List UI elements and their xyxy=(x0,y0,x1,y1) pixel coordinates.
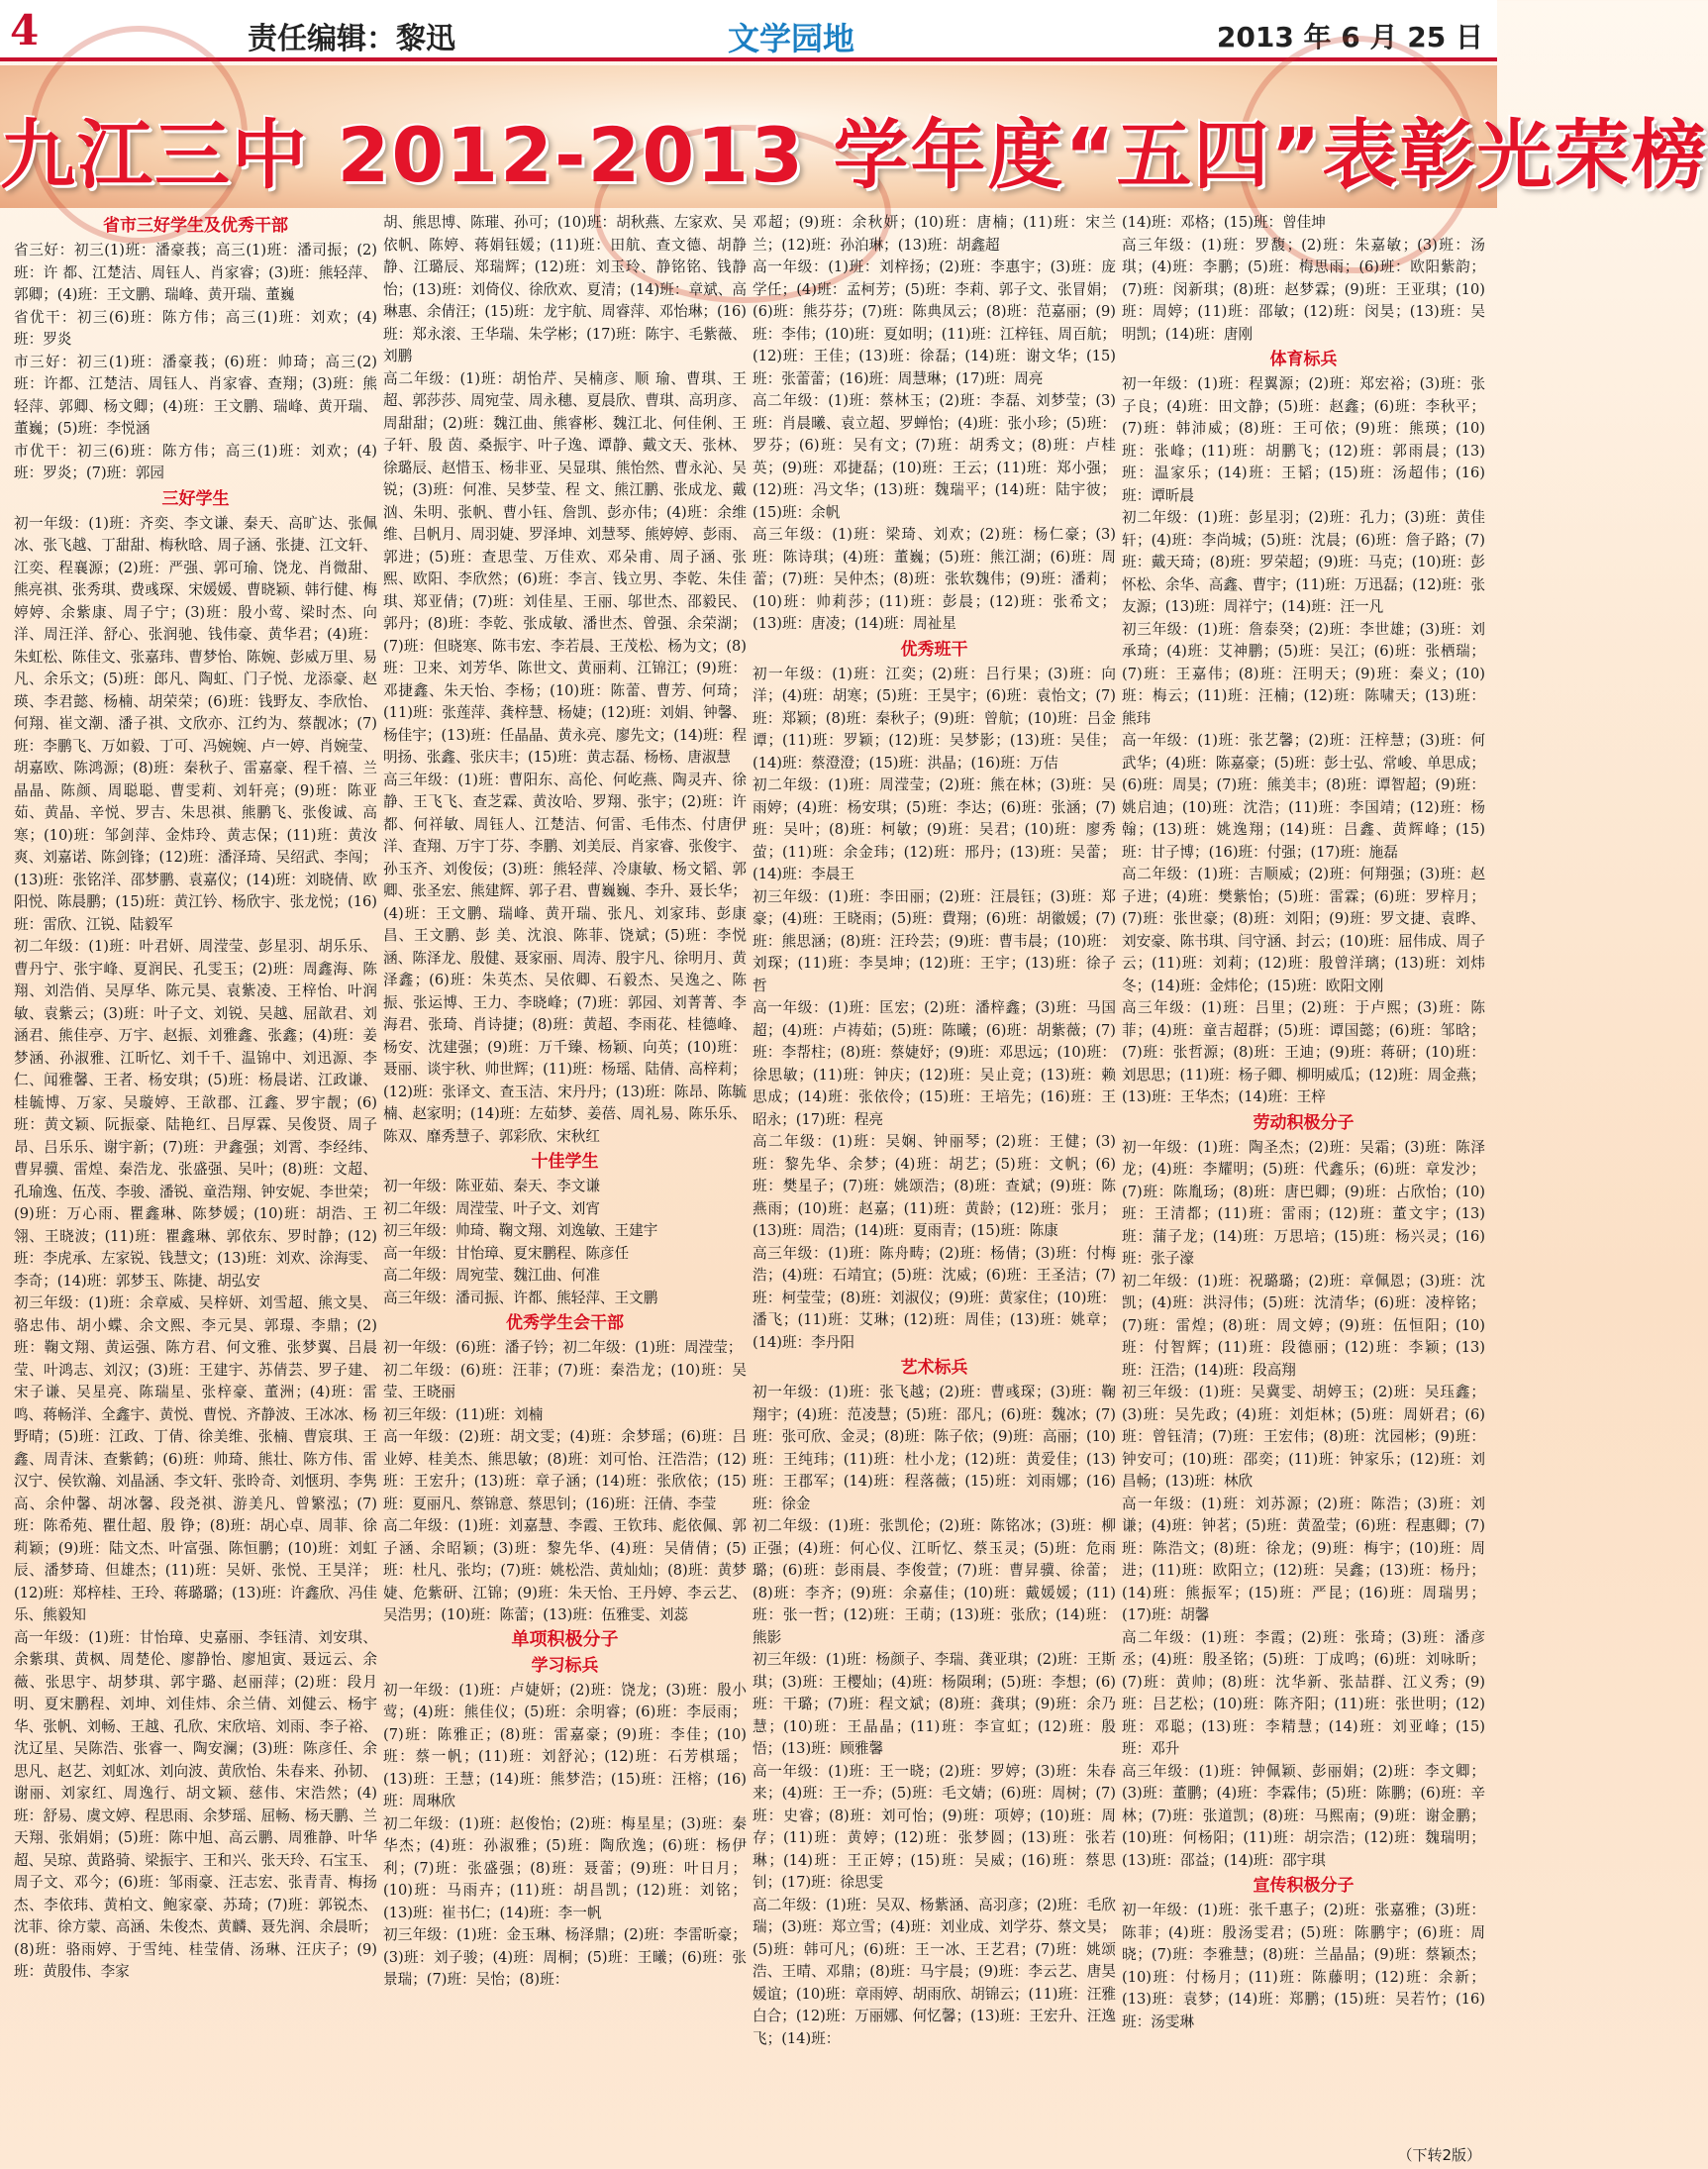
honor-paragraph: 初三年级：(1)班：杨颜子、李瑞、龚亚琪；(2)班：王斯琪；(3)班：王樱灿；(4)班：杨陨琍；(5)班：李想；(6)班：干璐；(7)班：程文斌；(8)班：龚琪；(9)班：余乃慧；(10)班：王晶晶；(11)班：李宣虹；(12)班：殷悟；(13)班：顾雅馨 xyxy=(753,1651,1116,1757)
honor-paragraph: 初三年级：(1)班：吴冀雯、胡婷玉；(2)班：吴珏鑫；(3)班：吴先政；(4)班：刘炬林；(5)班：周妍君；(6)班：曾钰清；(7)班：王宏伟；(8)班：沈园彬；(9)班：钟安可；(10)班：邵奕；(11)班：钟家乐；(12)班：刘昌畅；(13)班：林欣 xyxy=(1122,1384,1485,1490)
honor-paragraph: 高二年级：(1)班：李霞；(2)班：张琦；(3)班：潘彦丞；(4)班：殷圣铭；(5)班：丁成鸣；(6)班：刘咏昕；(7)班：黄帅；(8)班：沈华新、张喆群、江义秀；(9)班：吕艺松；(10)班：陈齐阳；(11)班：张世明；(12)班：邓聪；(13)班：李精慧；(14)班：刘亚峰；(15)班：邓升 xyxy=(1122,1628,1485,1757)
honor-paragraph: 高一年级：(2)班：胡文雯；(4)班：余梦瑶；(6)班：吕业婷、桂美杰、熊思敏；(8)班：刘可怡、汪浩浩；(12)班：王宏升；(13)班：章子涵；(14)班：张欣依；(15)班：夏丽凡、蔡锦意、蔡思钊；(16)班：汪倩、李莹 xyxy=(383,1428,747,1512)
title-banner xyxy=(0,65,1708,208)
honor-paragraph: 高三年级：(1)班：梁琦、刘欢；(2)班：杨仁豪；(3)班：陈诗琪；(4)班：董巍；(5)班：熊江湖；(6)班：周蕾；(7)班：吴仲杰；(8)班：张软魏伟；(9)班：潘莉；(10)班：帅莉莎；(11)班：彭晨；(12)班：张希文；(13)班：唐凌；(14)班：周祉星 xyxy=(753,526,1116,632)
honor-paragraph: (14)班：邓格；(15)班：曾佳坤 xyxy=(1122,214,1326,231)
honor-paragraph: 初一年级：(1)班：张千惠子；(2)班：张嘉雅；(3)班：陈菲；(4)班：殷汤雯君；(5)班：陈鹏宇；(6)班：周晓；(7)班：李雅慧；(8)班：兰晶晶；(9)班：蔡颖杰；(10)班：付杨月；(11)班：陈藤明；(12)班：余新；(13)班：袁梦；(14)班：郑鹏；(15)班：吴若竹；(16)班：汤雯琳 xyxy=(1122,1902,1485,2030)
category-heading: 宣传积极分子 xyxy=(1253,1876,1355,1896)
section-title: 文学园地 xyxy=(728,20,855,57)
honor-paragraph: 初二年级：(6)班：汪菲；(7)班：秦浩龙；(10)班：吴莹、王晓丽 xyxy=(383,1361,747,1400)
honor-paragraph: 初二年级：(1)班：彭星羽；(2)班：孔力；(3)班：黄佳轩；(4)班：李尚城；(5)班：沈晨；(6)班：詹子路；(7)班：戴天琦；(8)班：罗荣超；(9)班：马克；(10)班：彭怀松、余华、高鑫、曹宇；(11)班：万迅磊；(12)班：张友源；(13)班：周祥宁；(14)班：汪一凡 xyxy=(1122,509,1485,615)
honor-paragraph: 市优干：初三(6)班：陈方伟；高三(1)班：刘欢；(4)班：罗炎；(7)班：郭园 xyxy=(14,442,377,481)
category-heading: 十佳学生 xyxy=(531,1152,599,1172)
honor-paragraph: 初二年级：(1)班：张凯伦；(2)班：陈铭冰；(3)班：柳正强；(4)班：何心仪、江昕忆、蔡玉灵；(5)班：危雨璐；(6)班：彭雨晨、李俊萱；(7)班：曹昇骥、徐蕾；(8)班：李齐；(9)班：余嘉佳；(10)班：戴媛媛；(11)班：张一哲；(12)班：王萌；(13)班：张欣；(14)班：熊影 xyxy=(753,1517,1116,1646)
category-heading: 艺术标兵 xyxy=(900,1358,968,1378)
column-3 xyxy=(753,212,1116,2153)
page-number: 4 xyxy=(10,6,40,54)
category-heading: 优秀班干 xyxy=(900,639,968,660)
editor-credit: 责任编辑：黎迅 xyxy=(248,22,455,56)
honor-paragraph: 高一年级：(1)班：甘怡璋、史嘉丽、李钰清、刘安琪、余紫琪、黄枫、周楚伦、廖静怡、廖旭寅、聂远云、余薇、张思宇、胡梦琪、郭宇璐、赵丽萍；(2)班：段月明、夏宋鹏程、刘坤、刘佳炜、余兰倩、刘健云、杨宇华、张帆、刘畅、王越、孔欣、宋欣培、刘雨、李子裕、沈辽星、吴陈浩、张睿一、陶安澜；(3)班：陈彦任、余思凡、赵艺、刘虹冰、刘向波、黄欣怡、朱春来、孙韧、谢丽、刘家红、周逸行、胡文颖、慈伟、宋浩然；(4)班：舒易、虞文婷、程思雨、余梦瑶、屈畅、杨天鹏、兰天翔、张娟娟；(5)班：陈中旭、高云鹏、周雅静、叶华超、吴琼、黄路骑、梁振宇、王和兴、张天玲、石宝玉、周子文、邓今；(6)班：邹雨豪、汪志宏、张青青、梅扬杰、李依玮、黄柏文、鲍家豪、苏琦；(7)班：郭锐杰、沈菲、徐方蒙、高涵、朱俊杰、黄麟、聂先润、余晨昕；(8)班：骆雨婷、于雪纯、桂莹倩、汤琳、汪庆子；(9)班：黄殷伟、李家 xyxy=(14,1628,377,1980)
honor-paragraph: 初一年级：陈亚茹、秦天、李文谦 xyxy=(383,1178,600,1194)
honor-paragraph: 初一年级：(1)班：陶圣杰；(2)班：吴霜；(3)班：陈泽龙；(4)班：李耀明；(5)班：代鑫乐；(6)班：章发沙；(7)班：陈胤玚；(8)班：唐巴卿；(9)班：占欣怡；(10)班：王清都；(11)班：雷雨；(12)班：董文宇；(13)班：蒲子龙；(14)班：万思培；(15)班：杨兴灵；(16)班：张子濠 xyxy=(1122,1138,1485,1267)
honor-paragraph: 初三年级：(1)班：詹泰癸；(2)班：李世雄；(3)班：刘承琦；(4)班：艾神鹏；(5)班：吴江；(6)班：张栖瑞；(7)班：王嘉伟；(8)班：汪明天；(9)班：秦义；(10)班：梅云；(11)班：汪楠；(12)班：陈啸天；(13)班：熊玮 xyxy=(1122,620,1485,727)
page-header xyxy=(0,0,1497,61)
honor-paragraph: 高三年级：潘司振、许都、熊轻萍、王文鹏 xyxy=(383,1289,658,1306)
honor-paragraph: 高一年级：甘怡璋、夏宋鹏程、陈彦任 xyxy=(383,1244,630,1262)
banner-title: 九江三中 2012-2013 学年度“五四”表彰光荣榜 xyxy=(0,111,1708,199)
honor-paragraph: 初一年级：(1)班：江奕；(2)班：吕行果；(3)班：向洋；(4)班：胡寒；(5)班：王昊宇；(6)班：袁怡文；(7)班：郑颖；(8)班：秦秋子；(9)班：曾航；(10)班：吕金谭；(11)班：罗颖；(12)班：吴梦影；(13)班：吴佳；(14)班：蔡澄澄；(15)班：洪晶；(16)班：万佶 xyxy=(753,665,1116,772)
honor-paragraph: 高三年级：(1)班：罗馥；(2)班：朱嘉敏；(3)班：汤琪；(4)班：李鹏；(5)班：梅思雨；(6)班：欧阳紫韵；(7)班：闵新琪；(8)班：赵梦霖；(9)班：王亚琪；(10)班：周婷；(11)班：邵敏；(12)班：闵昊；(13)班：吴明凯；(14)班：唐刚 xyxy=(1122,236,1485,343)
honor-paragraph: 初二年级：周滢莹、叶子文、刘宵 xyxy=(383,1199,600,1217)
category-heading: 学习标兵 xyxy=(531,1655,599,1676)
honor-paragraph: 初一年级：(1)班：卢婕妍；(2)班：饶龙；(3)班：殷小莺；(4)班：熊佳仪；(5)班：余明睿；(6)班：李辰雨；(7)班：陈雅正；(8)班：雷嘉豪；(9)班：李佳；(10)班：蔡一帆；(11)班：刘舒沁；(12)班：石芳棋瑶；(13)班：王慧；(14)班：熊梦浩；(15)班：汪榕；(16)班：周琳欣 xyxy=(383,1681,747,1809)
honor-paragraph: 高二年级：(1)班：吴双、杨紫涵、高羽彦；(2)班：毛欣瑞；(3)班：郑立雪；(4)班：刘业成、刘学芬、蔡文昊；(5)班：韩可凡；(6)班：王一冰、王艺君；(7)班：姚颂浩、王晴、邓鼎；(8)班：马宇晨；(9)班：李云艺、唐昊媛谊；(10)班：章雨婷、胡雨欣、胡锦云；(11)班：汪雅白合；(12)班：万丽娜、何忆馨；(13)班：王宏升、汪逸飞；(14)班： xyxy=(753,1896,1116,2047)
honor-paragraph: 初一年级：(1)班：齐奕、李文谦、秦天、高旷达、张佩冰、张飞越、丁甜甜、梅秋晗、周子涵、张捷、江文轩、江奕、程襄源；(2)班：严强、郭可瑜、饶龙、肖微甜、熊亮祺、张秀琪、费彧琛、宋媛媛、曹晓颖、韩行健、梅婷婷、余紫康、周子宁；(3)班：殷小莺、梁时杰、向洋、周汪洋、舒心、张润驰、钱伟豪、黄华君；(4)班：朱虹松、陈佳文、张嘉玮、曹梦怡、陈婉、彭威万里、易凡、余乐文；(5)班：郎凡、陶虹、门子悦、龙添豪、赵瑛、李君懿、杨楠、胡荣荣；(6)班：钱野友、李欣怡、何翔、崔文潮、潘子祺、文欣亦、江约为、蔡靓冰；(7)班：李鹏飞、万如毅、丁可、冯婉婉、卢一婷、肖婉莹、胡嘉欧、陈鸿源；(8)班：秦秋子、雷嘉豪、程千禧、兰晶晶、陈颜、周聪聪、曹雯莉、刘轩亮；(9)班：陈亚茹、黄晶、辛悦、罗吉、朱思祺、熊鹏飞、张俊诚、高寒；(10)班：邹剑萍、金炜玲、黄志保；(11)班：黄汝爽、刘嘉诺、陈剑锋；(12)班：潘泽琦、吴绍武、李闯；(13)班：张铭洋、邵梦鹏、袁嘉仪；(14)班：刘晓倩、欧阳悦、陈晨鹏；(15)班：黄江钤、杨欣宇、张龙悦；(16)班：雷欣、江锐、陆毅军 xyxy=(14,514,377,933)
honor-paragraph: 省三好：初三(1)班：潘豪莪；高三(1)班：潘司振；(2)班：许 都、江楚洁、周钰人、肖家睿；(3)班：熊轻萍、郭卿；(4)班：王文鹏、瑞峰、黄开瑞、董巍 xyxy=(14,242,377,303)
honor-paragraph: 邓超；(9)班：余秋妍；(10)班：唐楠；(11)班：宋兰兰；(12)班：孙泊琳；(13)班：胡鑫超 xyxy=(753,214,1116,254)
category-heading: 省市三好学生及优秀干部 xyxy=(103,216,288,236)
honor-paragraph: 高三年级：(1)班：钟佩颖、彭丽娟；(2)班：李文卿；(3)班：董鹏；(4)班：李霖伟；(5)班：陈鹏；(6)班：辛林；(7)班：张道凯；(8)班：马熙南；(9)班：谢金鹏；(10)班：何杨阳；(11)班：胡宗浩；(12)班：魏瑞明；(13)班：邵益；(14)班：邵宇琪 xyxy=(1122,1762,1485,1869)
honor-paragraph: 初三年级：(1)班：李田丽；(2)班：汪晨钰；(3)班：郑豪；(4)班：王晓雨；(5)班：費翔；(6)班：胡徽媛；(7)班：熊思涵；(8)班：汪玲芸；(9)班：曹韦晨；(10)班：刘琛；(11)班：李昊坤；(12)班：王宇；(13)班：徐子哲 xyxy=(753,887,1116,994)
honor-paragraph: 省优干：初三(6)班：陈方伟；高三(1)班：刘欢；(4)班：罗炎 xyxy=(14,308,377,348)
column-2 xyxy=(383,212,747,2153)
honor-paragraph: 高一年级：(1)班：刘梓扬；(2)班：李惠宇；(3)班：庞学任；(4)班：孟柯芳；(5)班：李莉、郭子文、张冒娟；(6)班：熊芬芬；(7)班：陈典凤云；(8)班：范嘉丽；(9)班：李伟；(10)班：夏如明；(11)班：江梓钰、周百航；(12)班：王佳；(13)班：徐磊；(14)班：谢文华；(15)班：张蕾蕾；(16)班：周慧琳；(17)班：周亮 xyxy=(753,258,1116,387)
honor-paragraph: 高一年级：(1)班：刘苏源；(2)班：陈浩；(3)班：刘谦；(4)班：钟茗；(5)班：黄盈莹；(6)班：程惠卿；(7)班：陈浩文；(8)班：徐龙；(9)班：梅宇；(10)班：周进；(11)班：欧阳立；(12)班：吴鑫；(13)班：杨丹；(14)班：熊振军；(15)班：严昆；(16)班：周瑞男；(17)班：胡馨 xyxy=(1122,1495,1485,1623)
honor-paragraph: 高三年级：(1)班：吕里；(2)班：于卢熙；(3)班：陈菲；(4)班：童吉超群；(5)班：谭国懿；(6)班：邹晗；(7)班：张哲源；(8)班：王迪；(9)班：蒋研；(10)班：刘思思；(11)班：杨子卿、柳明威瓜；(12)班：周金燕；(13)班：王华杰；(14)班：王梓 xyxy=(1122,999,1485,1105)
category-heading: 单项积极分子 xyxy=(511,1628,619,1650)
honor-paragraph: 初三年级：(1)班：余章威、吴梓妍、刘雪超、熊文昊、骆忠伟、胡小蝶、余文熙、李元昊、郭璟、李鼎；(2)班：鞠文翔、黄运强、陈方君、何文雅、张梦翼、吕晨莹、叶鸿志、刘汉；(3)班：王建宇、苏倩芸、罗子建、宋子谦、吴星亮、陈瑞星、张梓豪、董洲；(4)班：雷鸣、蒋畅洋、全鑫宇、黄悦、曹悦、齐静波、王冰冰、杨野晴；(5)班：江政、丁倩、徐美维、张楠、曹宸琪、王鑫、周青沫、查紫鹤；(6)班：帅琦、熊壮、陈方伟、雷汉宁、侯钦瀚、刘晶涵、李文轩、张昤奇、刘惬玥、李隽高、余仲馨、胡冰馨、段尧祺、游美凡、曾繁泓；(7)班：陈希苑、瞿仕超、殷 铮；(8)班：胡心卓、周菲、徐莉颖；(9)班：陆文杰、叶富强、陈恒鹏；(10)班：刘虹辰、潘梦琦、但雄杰；(11)班：吴妍、张悦、王昊洋；(12)班：郑梓桂、王玲、蒋璐璐；(13)班：许鑫欣、冯佳乐、熊毅知 xyxy=(14,1294,377,1623)
category-heading: 优秀学生会干部 xyxy=(506,1313,624,1333)
honor-paragraph: 高二年级：(1)班：刘嘉慧、李霞、王钦玮、彪依佩、郭子涵、余昭颖；(3)班：黎先华、(4)班：吴倩倩；(5)班：杜凡、张均；(7)班：姚松浩、黄灿灿；(8)班：黄梦婕、危紫研、江锦；(9)班：朱天怡、王丹婷、李云艺、吴浩男；(10)班：陈蕾；(13)班：伍雅雯、刘蕊 xyxy=(383,1517,747,1623)
honor-paragraph: 市三好：初三(1)班：潘豪莪；(6)班：帅琦；高三(2)班：许都、江楚洁、周钰人、肖家睿、查翔；(3)班：熊轻萍、郭卿、杨文卿；(4)班：王文鹏、瑞峰、黄开瑞、董巍；(5)班：李悦涵 xyxy=(14,353,377,437)
honor-paragraph: 高一年级：(1)班：王一晓；(2)班：罗婷；(3)班：朱春来；(4)班：王一乔；(5)班：毛文婧；(6)班：周树；(7)班：史睿；(8)班：刘可怡；(9)班：项婷；(10)班：周存；(11)班：黄婷；(12)班：张梦圆；(13)班：张若琳；(14)班：王正婷；(15)班：吴威；(16)班：蔡思钊；(17)班：徐思雯 xyxy=(753,1762,1116,1891)
honor-paragraph: 初二年级：(1)班：周滢莹；(2)班：熊在林；(3)班：吴雨婷；(4)班：杨安琪；(5)班：李达；(6)班：张涵；(7)班：吴叶；(8)班：柯敏；(9)班：吴君；(10)班：廖秀萤；(11)班：余金玮；(12)班：邢丹；(13)班：吴蕾；(14)班：李晨王 xyxy=(753,776,1116,882)
honor-paragraph: 高二年级：(1)班：胡怡芹、吴楠彦、顺 瑜、曹琪、王超、郭莎莎、周宛莹、周永穗、夏晨欣、曹琪、高玥彦、周甜甜；(2)班：魏江曲、熊睿彬、魏江北、何佳俐、王子轩、殷 茵、桑振宇、叶子逸、谭静、戴文天、张林、徐璐辰、赵惜玉、杨非亚、吴显琪、熊怡然、曹永沁、吴锐；(3)班：何准、吴梦莹、程 文、熊江鹏、张成龙、戴汹、朱明、张帆、曹小钰、詹凯、彭亦伟；(4)班：余维维、吕帆月、周羽婕、罗泽坤、刘慧琴、熊婷婷、彭雨、郭进；(5)班：查思莹、万佳欢、邓朵甫、周子涵、张熙、欧阳、李欣然；(6)班：李言、钱立男、李乾、朱佳琪、郑亚倩；(7)班：刘佳星、王丽、邬世杰、邵毅民、郭丹；(8)班：李乾、张成敏、潘世杰、曾强、余荣湖；(7)班：但晓寒、陈韦宏、李若晨、王茂松、杨为文；(8)班：卫来、刘芳华、陈世文、黄丽莉、江锦江；(9)班：邓捷鑫、朱天怡、李杨；(10)班：陈蕾、曹芳、何琦；(11)班：张莲萍、龚梓慧、杨婕；(12)班：刘娟、钟馨、杨佳宇；(13)班：任晶晶、黄永亮、廖先文；(14)班：程明扬、张鑫、张庆丰；(15)班：黄志磊、杨杨、唐淑慧 xyxy=(383,369,747,766)
honor-paragraph: 高一年级：(1)班：张艺馨；(2)班：汪梓慧；(3)班：何武华；(4)班：陈嘉豪；(5)班：彭士弘、常峻、单思成；(6)班：周昊；(7)班：熊美丰；(8)班：谭智超；(9)班：姚启迪；(10)班：沈浩；(11)班：李国靖；(12)班：杨翰；(13)班：姚逸翔；(14)班：吕鑫、黄辉峰；(15)班：甘子博；(16)班：付强；(17)班：施磊 xyxy=(1122,732,1485,861)
honor-paragraph: 初三年级：帅琦、鞠文翔、刘逸敏、王建宇 xyxy=(383,1222,658,1239)
honor-paragraph: 高三年级：(1)班：陈舟畴；(2)班：杨倩；(3)班：付梅浩；(4)班：石靖宜；(5)班：沈威；(6)班：王圣洁；(7)班：柯莹莹；(8)班：刘淑仪；(9)班：黄家住；(10)班：潘飞；(11)班：艾琳；(12)班：周佳；(13)班：姚章；(14)班：李丹阳 xyxy=(753,1244,1116,1351)
honor-paragraph: 高二年级：(1)班：蔡林玉；(2)班：李磊、刘梦莹；(3)班：肖晨曦、袁立超、罗蝉怡；(4)班：张小珍；(5)班：罗芬；(6)班：吴有文；(7)班：胡秀文；(8)班：卢桂英；(9)班：邓捷磊；(10)班：王云；(11)班：郑小强；(12)班：冯文华；(13)班：魏瑞平；(14)班：陆宇彼；(15)班：余帆 xyxy=(753,392,1116,521)
honor-paragraph: 高三年级：(1)班：曹阳东、高伦、何屹燕、陶灵卉、徐静、王飞飞、查芝霖、黄汝哈、罗翔、张宇；(2)班：许都、何祥敏、周钰人、江楚洁、何雷、毛伟杰、付唐伊洋、査翔、万宇丁芬、李鹏、刘美辰、肖家睿、张俊宇、孙玉齐、刘俊佞；(3)班：熊轻萍、冷康敏、杨文韬、郭卿、张圣宏、熊建辉、郭子君、曹巍巍、李升、聂长华；(4)班：王文鹏、瑞峰、黄开瑞、张凡、刘家玮、彭康昌、王文鹏、彭 美、沈浪、陈菲、饶斌；(5)班：李悦涵、陈泽龙、殷健、聂家丽、周涛、殷宇凡、徐明月、黄泽鑫；(6)班：朱英杰、吴依卿、石毅杰、吴逸之、陈振、张运博、王力、李晓峰；(7)班：郭园、刘菁菁、李海君、张琦、肖诗捷；(8)班：黄超、李雨花、桂德峰、杨安、沈建强；(9)班：万千臻、杨颖、向英；(10)班：聂丽、谈宇秋、帅世辉；(11)班：杨瑶、陆倩、高梓莉；(12)班：张译文、查玉洁、宋丹丹；(13)班：陈昂、陈毓楠、赵家明；(14)班：左茹梦、姜蓓、周礼易、陈乐乐、陈双、靡秀慧子、郭彩欣、宋秋红 xyxy=(383,771,747,1145)
honor-paragraph: 初二年级：(1)班：祝璐璐；(2)班：章佩恩；(3)班：沈凯；(4)班：洪浔伟；(5)班：沈清华；(6)班：凌梓铭；(7)班：雷煌；(8)班：周文婷；(9)班：伍恒阳；(10)班：付智辉；(11)班：段德丽；(12)班：李颖；(13)班：汪浩；(14)班：段高翔 xyxy=(1122,1272,1485,1379)
honor-paragraph: 高二年级：周宛莹、魏江曲、何准 xyxy=(383,1267,600,1284)
honor-paragraph: 高一年级：(1)班：匡宏；(2)班：潘梓鑫；(3)班：马国超；(4)班：卢祷茹；(5)班：陈曦；(6)班：胡紫薇；(7)班：李帮柱；(8)班：蔡婕妤；(9)班：邓思远；(10)班：徐思敏；(11)班：钟庆；(12)班：吴止竞；(13)班：赖思成；(14)班：张依伶；(15)班：王培先；(16)班：王昭永；(17)班：程亮 xyxy=(753,999,1116,1128)
column-4 xyxy=(1122,212,1485,2153)
honor-paragraph: 初三年级：(11)班：刘楠 xyxy=(383,1405,544,1423)
honor-paragraph: 胡、熊思博、陈璀、孙可；(10)班：胡秋燕、左家欢、吴依帆、陈婷、蒋娟钰媛；(11)班：田航、查文德、胡静静、江璐辰、郑瑞辉；(12)班：刘玉玲、静铭铭、钱静怡；(13)班：刘倚仪、徐欣欢、夏清；(14)班：章斌、高琳惠、余倩汪；(15)班：龙宇航、周睿萍、邓怡琳；(16)班：郑永滚、王华瑞、朱学彬；(17)班：陈宇、毛紫薇、刘鹏 xyxy=(383,214,747,364)
issue-date: 2013 年 6 月 25 日 xyxy=(1216,21,1483,53)
honor-paragraph: 高二年级：(1)班：吴娴、钟丽琴；(2)班：王健；(3)班：黎先华、余梦；(4)班：胡艺；(5)班：文帆；(6)班：樊星子；(7)班：姚颂浩；(8)班：查斌；(9)班：陈燕雨；(10)班：赵嘉；(11)班：黄龄；(12)班：张月；(13)班：周浩；(14)班：夏雨青；(15)班：陈康 xyxy=(753,1133,1116,1239)
honor-paragraph: 初二年级：(1)班：赵俊怡；(2)班：梅星星；(3)班：秦华杰；(4)班：孙淑雅；(5)班：陶欣逸；(6)班：杨伊利；(7)班：张盛强；(8)班：聂蕾；(9)班：叶日月；(10)班：马雨卉；(11)班：胡昌凯；(12)班：刘铭；(13)班：崔书仁；(14)班：李一帆 xyxy=(383,1814,747,1921)
column-1 xyxy=(14,212,377,2153)
honor-paragraph: 初一年级：(1)班：张飞越；(2)班：曹彧琛；(3)班：鞠翔宇；(4)班：范凌慧；(5)班：邵凡；(6)班：魏冰；(7)班：张可欣、金灵；(8)班：陈子依；(9)班：高丽；(10)班：王纯玮；(11)班：杜小龙；(12)班：黄爱佳；(13)班：王郡军；(14)班：程落薇；(15)班：刘雨娜；(16)班：徐金 xyxy=(753,1384,1116,1512)
continued-note: （下转2版） xyxy=(1397,2146,1481,2164)
category-heading: 三好学生 xyxy=(161,488,230,509)
honor-paragraph: 初一年级：(6)班：潘子钤；初二年级：(1)班：周滢莹； xyxy=(383,1339,743,1356)
honor-paragraph: 初三年级：(1)班：金玉琳、杨泽鼎；(2)班：李雷昕豪；(3)班：刘子骏；(4)班：周桐；(5)班：王曦；(6)班：张景瑞；(7)班：吴怡；(8)班： xyxy=(383,1926,747,1988)
category-heading: 劳动积极分子 xyxy=(1253,1112,1355,1133)
honor-roll-columns xyxy=(14,212,1489,2153)
honor-paragraph: 高二年级：(1)班：吉顺威；(2)班：何翔强；(3)班：赵子进；(4)班：樊紫怡；(5)班：雷霖；(6)班：罗梓月；(7)班：张世豪；(8)班：刘阳；(9)班：罗文捷、袁晔、刘安豪、陈书琪、闫守涵、封云；(10)班：屈伟成、周子云；(11)班：刘莉；(12)班：殷曾洋璃；(13)班：刘炜冬；(14)班：金炜伦；(15)班：欧阳文刚 xyxy=(1122,866,1485,994)
honor-paragraph: 初一年级：(1)班：程翼源；(2)班：郑宏裕；(3)班：张子良；(4)班：田文静；(5)班：赵鑫；(6)班：李秋平；(7)班：韩沛威；(8)班：王可依；(9)班：熊瑛；(10)班：张峰；(11)班：胡鹏飞；(12)班：郭雨晨；(13)班：温家乐；(14)班：王韬；(15)班：汤超伟；(16)班：谭昕晨 xyxy=(1122,375,1485,504)
honor-paragraph: 初二年级：(1)班：叶君妍、周滢莹、彭星羽、胡乐乐、曹丹宁、张宇峰、夏润民、孔雯玉；(2)班：周鑫海、陈翔、刘浩俏、吴厚华、陈元昊、袁紫凌、王梓怡、叶润敏、袁紫云；(3)班：叶子文、刘锐、吴越、屈歆君、刘涵君、熊佳亭、万宇、赵振、刘雅鑫、张鑫；(4)班：姜梦涵、孙淑雅、江昕忆、刘千千、温锦中、刘迅源、李仁、闻雅馨、王者、杨安琪；(5)班：杨晨诺、江政谦、桂毓博、万家、吴璇婷、王歆郡、江鑫、罗宇靓；(6)班：黄文颖、阮振豪、陆艳红、吕厚霖、吴俊贤、周子昂、吕乐乐、谢宇新；(7)班：尹鑫强；刘霄、李经纬、曹昇骥、雷煌、秦浩龙、张盛强、吴叶；(8)班：文超、孔瑜逸、伍茂、李骏、潘锐、童浩翔、钟安妮、李世荣；(9)班：万心雨、瞿鑫琳、陈梦媛；(10)班：胡浩、王翎、王晓波；(11)班：瞿鑫琳、郭依东、罗时静；(12)班：李虎承、左家锐、钱慧文；(13)班：刘欢、涂海雯、李奇；(14)班：郭梦玉、陈捷、胡弘安 xyxy=(14,938,377,1290)
category-heading: 体育标兵 xyxy=(1269,350,1338,369)
